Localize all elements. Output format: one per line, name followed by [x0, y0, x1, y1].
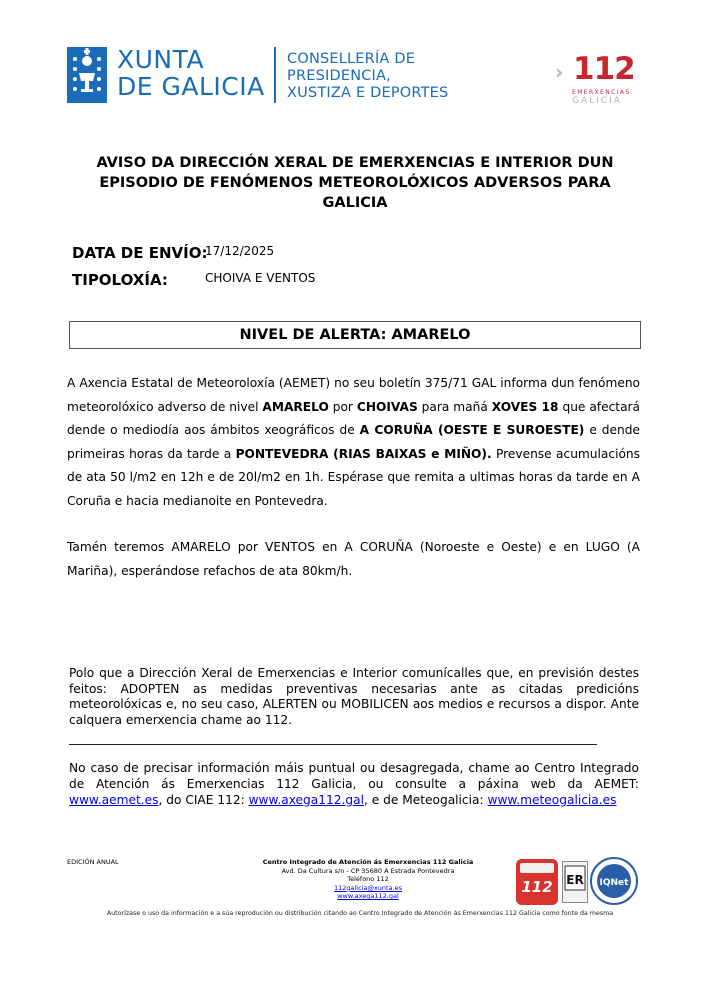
wind-paragraph: Tamén teremos AMARELO por VENTOS en A CORUÑA (Noroeste e Oeste) e en LUGO (A Mariña), esperándose refachos de ata 80km/h.: [67, 540, 640, 578]
org-name-line1: XUNTA: [117, 45, 205, 74]
logo112-number: 112: [573, 51, 635, 87]
send-date-label: DATA DE ENVÍO:: [72, 244, 208, 262]
bold-level: AMARELO: [262, 399, 329, 414]
type-label: TIPOLOXÍA:: [72, 271, 168, 289]
text: A Axencia Estatal de Meteoroloxía (AEMET) no seu boletín 375/71 GAL informa dun fenómeno meteorolóxico adverso de nivel: [67, 376, 640, 414]
department-line1: CONSELLERÍA DE: [287, 51, 416, 67]
contact-paragraph: [69, 760, 639, 808]
bold-area-coruna: A CORUÑA (OESTE E SUROESTE): [359, 423, 585, 437]
center-address: Avd. Da Cultura s/n - CP 35680 A Estrada Pontevedra: [281, 866, 455, 875]
bold-phenomenon: CHOIVAS: [356, 399, 418, 414]
warning-paragraph: [67, 372, 640, 513]
org-name: [117, 46, 265, 100]
cert-er-text: ER: [566, 873, 584, 887]
type-value: CHOIVA E VENTOS: [205, 271, 316, 285]
text: que afectará dende o mediodía aos ámbitos xeográficos de: [67, 399, 641, 437]
text: e dende primeiras horas da tarde a: [67, 423, 640, 461]
text: No caso de precisar información máis puntual ou desagregada, chame ao Centro Integrado de Atención ás Emerxencias 112 Galicia, ou consulte a páxina web da AEMET:: [69, 761, 639, 791]
text: para mañá: [417, 399, 492, 414]
bold-day: XOVES 18: [491, 399, 559, 414]
document-title: AVISO DA DIRECCIÓN XERAL DE EMERXENCIAS E INTERIOR DUN EPISODIO DE FENÓMENOS METEOROLÓXICOS ADVERSOS PARA GALICIA: [96, 155, 614, 211]
separator-line: ________________________________________________________________________________________: [69, 731, 597, 745]
footer-address-block: [240, 858, 496, 901]
certified-112-badge: [516, 859, 558, 905]
email-link[interactable]: 112galicia@xunta.es: [333, 883, 403, 892]
web-link[interactable]: www.axega112.gal: [337, 892, 399, 901]
aemet-link[interactable]: www.aemet.es: [69, 793, 159, 807]
emergencias-112-logo: [555, 52, 635, 107]
axega-link[interactable]: www.axega112.gal: [248, 793, 364, 807]
alert-level-box: NIVEL DE ALERTA: AMARELO: [69, 321, 641, 349]
er-certification-icon: [562, 861, 588, 903]
department-line3: XUSTIZA E DEPORTES: [287, 85, 449, 101]
center-name: Centro Integrado de Atención ás Emerxencias 112 Galicia: [262, 858, 474, 866]
department-name: [287, 51, 448, 102]
iqnet-certified-icon: [590, 857, 638, 905]
text: , e de Meteogalicia:: [363, 793, 488, 807]
send-date-value: 17/12/2025: [205, 244, 275, 258]
org-name-line2: DE GALICIA: [117, 72, 265, 101]
cert-iqnet-text: IQNet: [599, 878, 629, 888]
department-line2: PRESIDENCIA,: [287, 68, 391, 84]
notice-paragraph: Polo que a Dirección Xeral de Emerxencias e Interior comunícalles que, en previsión destes feitos: ADOPTEN as medidas preventivas necesarias ante as citadas predicións meteorolóxicas e, no seu caso, ALERTEN ou MOBILICEN aos medios e recursos a dispor. Ante calquera emerxencia chame ao 112.: [69, 666, 639, 727]
meteogalicia-link[interactable]: www.meteogalicia.es: [487, 793, 617, 807]
cert-112-text: 112: [521, 878, 553, 896]
chevron-right-icon: ›: [555, 60, 564, 84]
bold-area-pontevedra: PONTEVEDRA (RIAS BAIXAS e MIÑO).: [235, 446, 492, 461]
logo112-subtitle1: EMERXENCIAS: [572, 89, 631, 96]
text: Prevense acumulacións de ata 50 l/m2 en 12h e de 20l/m2 en 1h. Espérase que remita a ultimas horas da tarde en A Coruña e hacia medianoite en Pontevedra.: [67, 446, 640, 508]
logo112-subtitle2: GALICIA: [572, 96, 622, 106]
text: por: [328, 399, 357, 414]
edition-label: EDICIÓN ANUAL: [67, 858, 119, 866]
authorization-note: Autorízase o uso da información e a súa reprodución ou distribución citando ao Centro Integrado de Atención ás Emerxencias 112 Galicia como fonte da mesma: [106, 910, 614, 917]
xunta-coat-of-arms-icon: [67, 47, 107, 103]
header-divider: [274, 47, 276, 103]
text: , do CIAE 112:: [158, 793, 249, 807]
center-phone: Teléfono 112: [347, 875, 389, 884]
